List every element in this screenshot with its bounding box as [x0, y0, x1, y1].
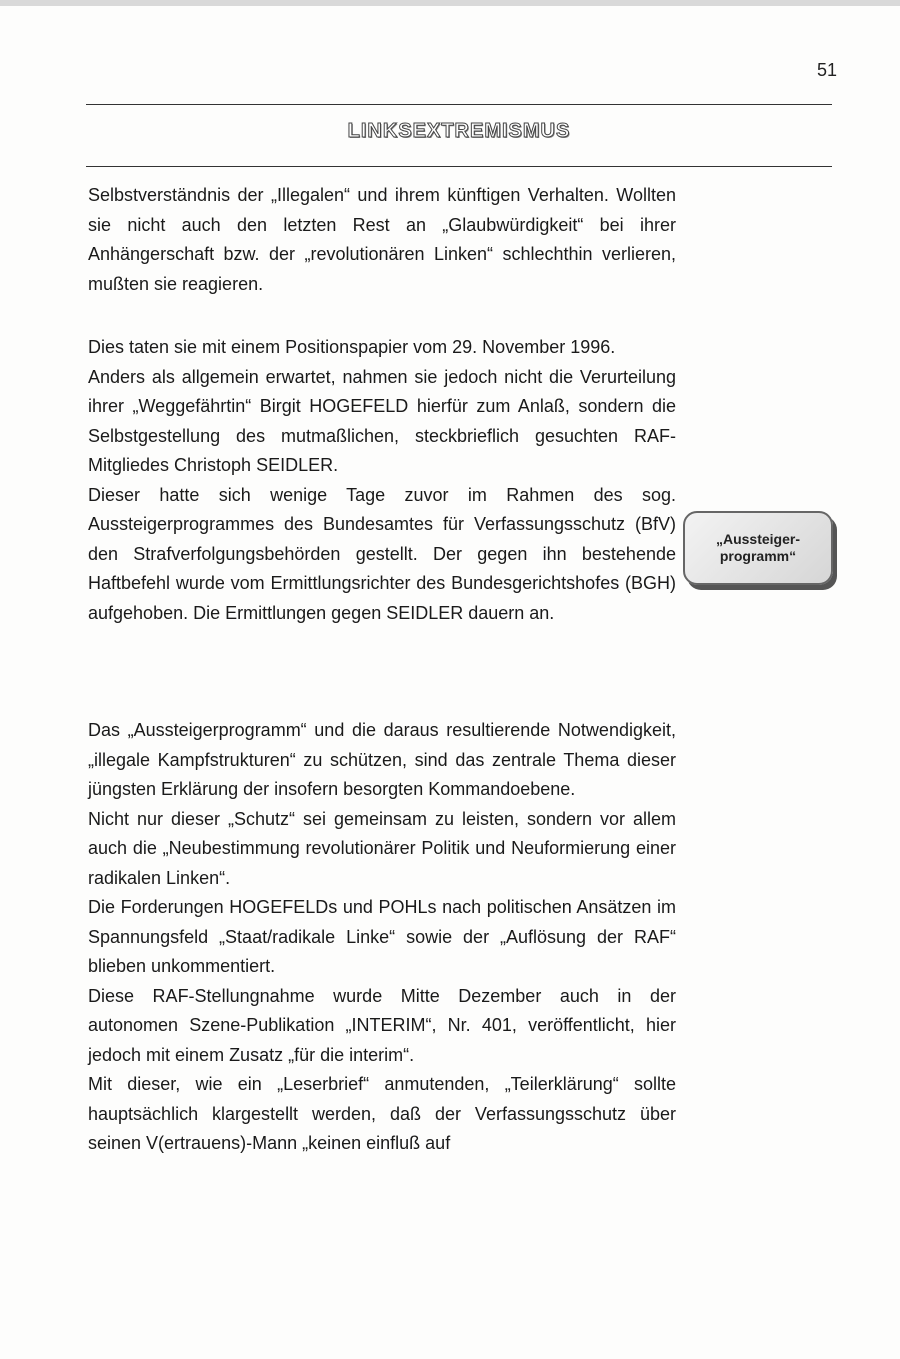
- paragraph: Die Forderungen HOGEFELDs und POHLs nach politischen Ansätzen im Spannungsfeld „Staat/radikale Linke“ sowie der „Auflösung der RAF“ blieben unkommentiert.: [88, 897, 676, 976]
- scan-top-edge: [0, 0, 900, 6]
- section-title: LINKSEXTREMISMUS: [347, 120, 571, 142]
- paragraph: Mit dieser, wie ein „Leserbrief“ anmutenden, „Teilerklärung“ sollte hauptsächlich klargestellt werden, daß der Verfassungsschutz über seinen V(ertrauens)-Mann „keinen einfluß auf: [88, 1074, 676, 1153]
- paragraph: Dieser hatte sich wenige Tage zuvor im Rahmen des sog. Aussteigerprogrammes des Bundesamtes für Verfassungsschutz (BfV) den Strafverfolgungsbehörden gestellt. Der gegen ihn bestehende Haftbefehl wurde vom Ermittlungsrichter des Bundesgerichtshofes (BGH) aufgehoben. Die Ermittlungen gegen SEIDLER dauern an.: [88, 484, 676, 623]
- header-rule-top: [86, 104, 832, 105]
- text-block-3: [88, 716, 676, 1159]
- paragraph: Nicht nur dieser „Schutz“ sei gemeinsam zu leisten, sondern vor allem auch die „Neubestimmung revolutionärer Politik und Neuformierung einer radikalen Linken“.: [88, 808, 676, 888]
- paragraph: Anders als allgemein erwartet, nahmen sie jedoch nicht die Verurteilung ihrer „Weggefährtin“ Birgit HOGEFELD hierfür zum Anlaß, sondern die Selbstgestellung des mutmaßlichen, steckbrieflich gesuchten RAF-Mitgliedes Christoph SEIDLER.: [88, 366, 676, 475]
- header-rule-bottom: [86, 166, 832, 167]
- paragraph: Das „Aussteigerprogramm“ und die daraus resultierende Notwendigkeit, „illegale Kampfstrukturen“ zu schützen, sind das zentrale Thema dieser jüngsten Erklärung der insofern besorgten Kommandoebene.: [88, 720, 676, 799]
- paragraph: Diese RAF-Stellungnahme wurde Mitte Dezember auch in der autonomen Szene-Publikation „INTERIM“, Nr. 401, veröffentlicht, hier jedoch mit einem Zusatz „für die interim“.: [88, 985, 676, 1065]
- text-block-2: [88, 333, 676, 628]
- margin-note-label: „Aussteiger- programm“: [715, 531, 801, 564]
- paragraph: Dies taten sie mit einem Positionspapier vom 29. November 1996.: [88, 337, 616, 357]
- text-block-1: [88, 181, 676, 299]
- margin-note-box: [683, 511, 833, 585]
- page-number: 51: [816, 60, 837, 80]
- paragraph: Selbstverständnis der „Illegalen“ und ihrem künftigen Verhalten. Wollten sie nicht auch den letzten Rest an „Glaubwürdigkeit“ bei ihrer Anhängerschaft bzw. der „revolutionären Linken“ schlechthin verlieren, mußten sie reagieren.: [88, 185, 676, 294]
